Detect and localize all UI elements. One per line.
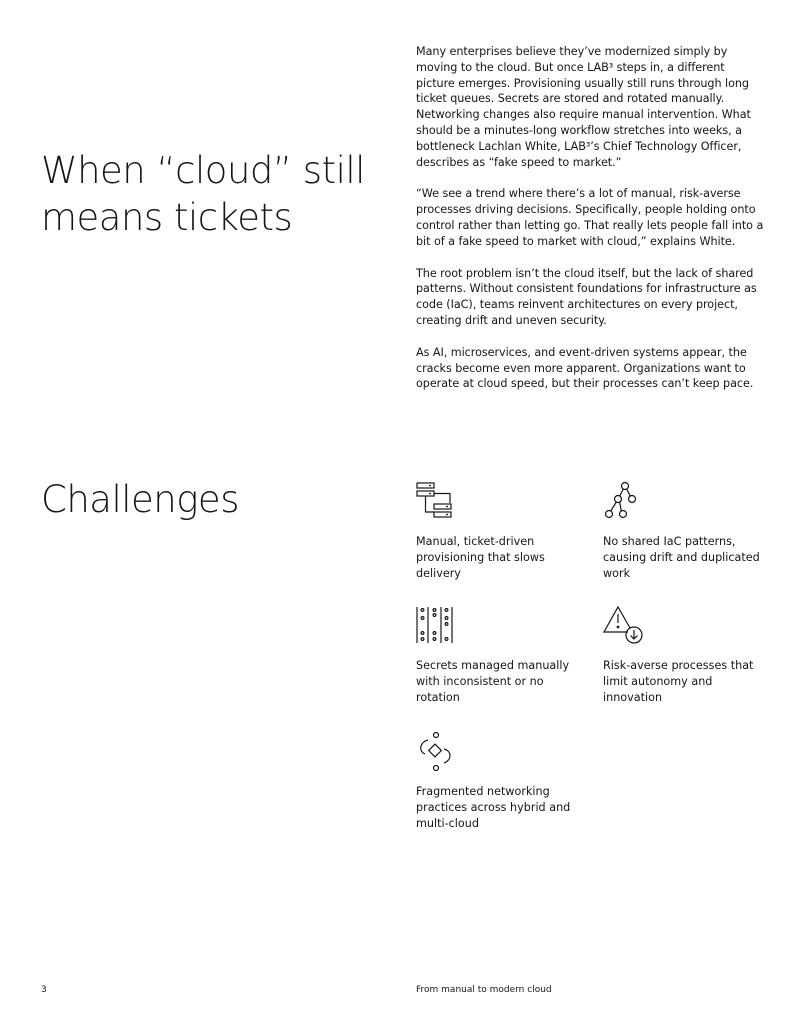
section-heading-cloud-tickets: When “cloud” still means tickets — [41, 149, 365, 239]
challenge-item — [416, 604, 576, 705]
section-heading-challenges: Challenges — [41, 478, 239, 521]
body-paragraph: The root problem isn’t the cloud itself, but the lack of shared patterns. Without consistent foundations for infrastructure as code (IaC), teams reinvent architectures on every project, creating drift and uneven security. — [416, 266, 757, 327]
challenge-item — [603, 604, 763, 705]
challenge-label: Secrets managed manually with inconsistent or no rotation — [416, 659, 570, 704]
challenge-item — [603, 480, 763, 581]
intro-body — [416, 44, 766, 408]
body-paragraph: As AI, microservices, and event-driven systems appear, the cracks become even more apparent. Organizations want to operate at cloud speed, but their processes can’t keep pace. — [416, 345, 754, 391]
server-flow-icon — [414, 480, 458, 524]
body-paragraph: Many enterprises believe they’ve modernized simply by moving to the cloud. But once LAB³ steps in, a different picture emerges. Provisioning usually still runs through long ticket queues. Secrets are stored and rotated manually. Networking changes also require manual intervention. What should be a minutes-long workflow stretches into weeks, a bottleneck Lachlan White, LAB³’s Chief Technology Officer, describes as “fake speed to market.” — [416, 45, 751, 169]
network-tree-icon — [601, 480, 645, 524]
challenge-label: Fragmented networking practices across hybrid and multi-cloud — [416, 785, 571, 830]
secrets-rack-icon — [414, 604, 458, 648]
warning-download-icon — [601, 604, 645, 648]
challenge-label: Risk-averse processes that limit autonomy and innovation — [603, 659, 754, 704]
challenge-label: No shared IaC patterns, causing drift and duplicated work — [603, 535, 760, 580]
body-paragraph: “We see a trend where there’s a lot of manual, risk-averse processes driving decisions. Specifically, people holding onto control rather than letting go. That really lets people fall into a bit of a fake speed to market with cloud,” explains White. — [416, 187, 764, 248]
fragmented-route-icon — [414, 730, 458, 774]
footer-title: From manual to modern cloud — [416, 985, 552, 995]
challenge-item — [416, 730, 576, 831]
page-number: 3 — [41, 985, 47, 995]
challenge-item — [416, 480, 576, 581]
challenge-label: Manual, ticket-driven provisioning that slows delivery — [416, 535, 545, 580]
